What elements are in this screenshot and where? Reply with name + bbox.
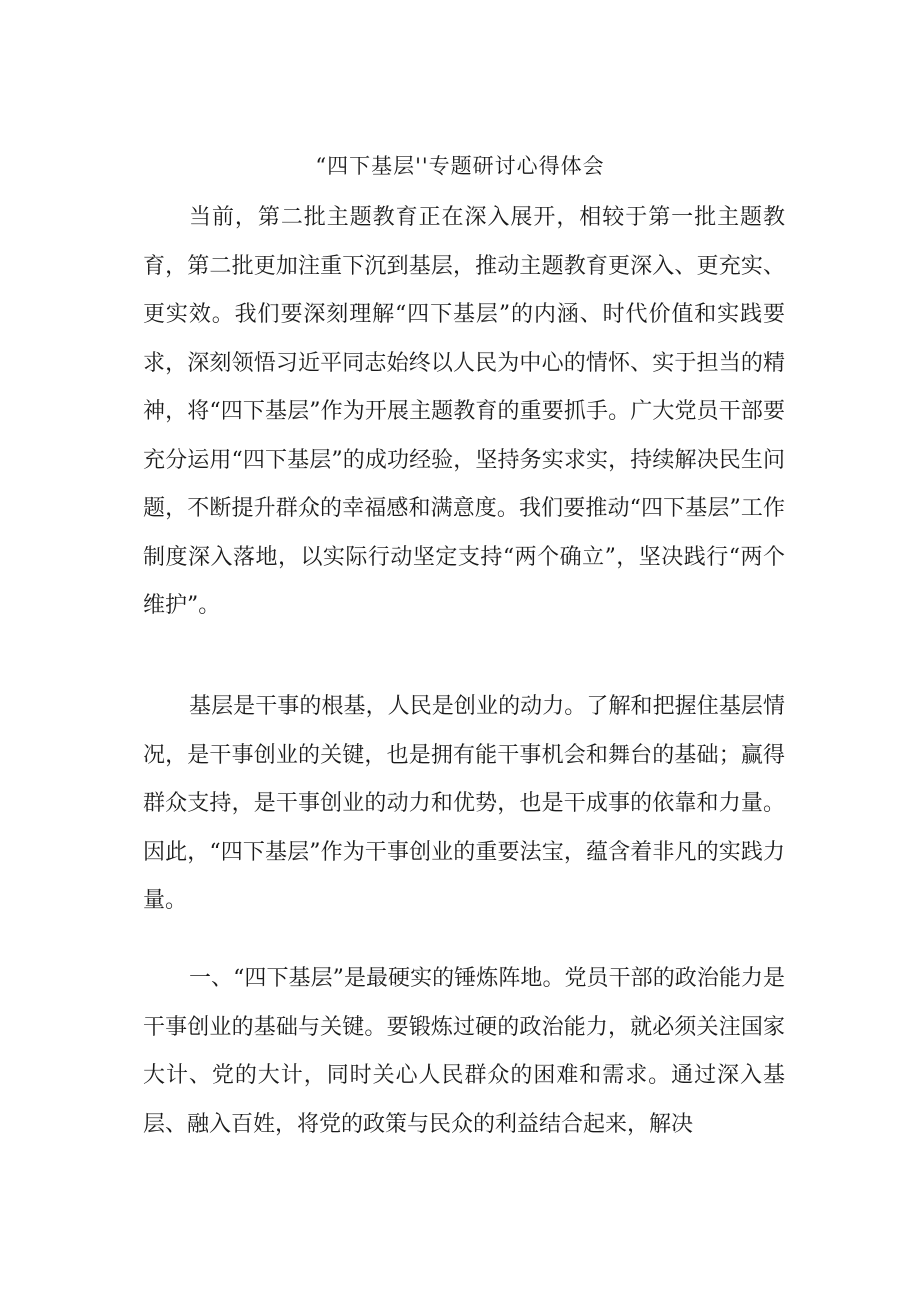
document-title: “四下基层''专题研讨心得体会 <box>315 154 605 178</box>
paragraph-2: 基层是干事的根基，人民是创业的动力。了解和把握住基层情况，是干事创业的关键，也是拥有能干事机会和舞台的基础；赢得群众支持，是干事创业的动力和优势，也是干成事的依靠和力量。因此，“四下基层”作为干事创业的重要法宝，蕴含着非凡的实践力量。 <box>143 694 785 913</box>
paragraph-1: 当前，第二批主题教育正在深入展开，相较于第一批主题教育，第二批更加注重下沉到基层，推动主题教育更深入、更充实、更实效。我们要深刻理解“四下基层”的内涵、时代价值和实践要求，深刻领悟习近平同志始终以人民为中心的情怀、实于担当的精神，将“四下基层”作为开展主题教育的重要抓手。广大党员干部要充分运用“四下基层”的成功经验，坚持务实求实，持续解决民生问题，不断提升群众的幸福感和满意度。我们要推动“四下基层”工作制度深入落地，以实际行动坚定支持“两个确立”，坚决践行“两个维护”。 <box>143 205 785 618</box>
paragraph-3: 一、“四下基层”是最硬实的锤炼阵地。党员干部的政治能力是干事创业的基础与关键。要锻炼过硬的政治能力，就必须关注国家大计、党的大计，同时关心人民群众的困难和需求。通过深入基层、融入百姓，将党的政策与民众的利益结合起来，解决 <box>143 966 785 1137</box>
